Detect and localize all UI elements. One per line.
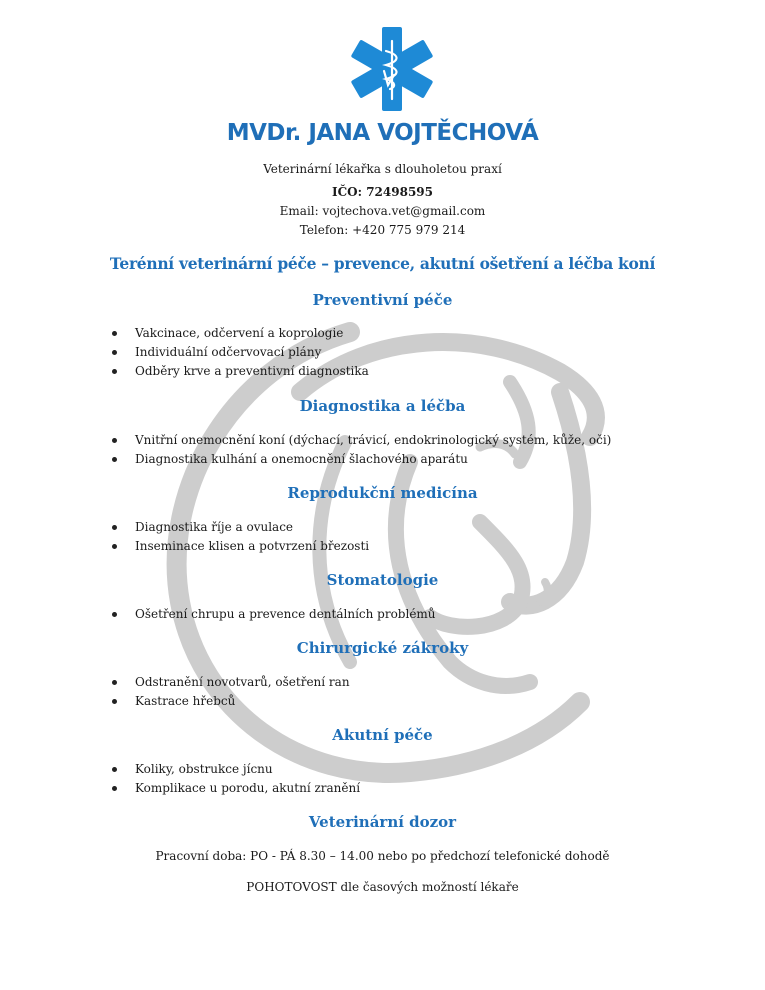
section-list-chirurgicke-zakroky	[112, 673, 350, 711]
list-item	[112, 537, 369, 556]
list-item-text: Komplikace u porodu, akutní zranění	[135, 781, 361, 795]
ico-number: IČO: 72498595	[331, 185, 434, 199]
list-item	[112, 605, 436, 624]
list-item	[112, 324, 369, 343]
list-item-text: Individuální odčervovací plány	[135, 345, 322, 359]
bullet	[112, 369, 117, 374]
phone-contact: Telefon: +420 775 979 214	[299, 223, 466, 237]
section-title-chirurgicke-zakroky: Chirurgické zákroky	[296, 639, 469, 657]
list-item-text: Inseminace klisen a potvrzení březosti	[135, 539, 370, 553]
bullet	[112, 544, 117, 549]
bullet	[112, 525, 117, 530]
list-item	[112, 760, 360, 779]
bullet	[112, 438, 117, 443]
section-title-akutni-pece: Akutní péče	[332, 726, 433, 744]
bullet	[112, 612, 117, 617]
bullet	[112, 457, 117, 462]
doctor-name: MVDr. JANA VOJTĚCHOVÁ	[226, 120, 539, 146]
bullet	[112, 699, 117, 704]
list-item	[112, 450, 611, 469]
list-item-text: Odstranění novotvarů, ošetření ran	[135, 675, 350, 689]
list-item-text: Odběry krve a preventivní diagnostika	[135, 364, 369, 378]
bullet	[112, 786, 117, 791]
section-list-reprodukcni-medicina	[112, 518, 369, 556]
section-title-reprodukcni-medicina: Reprodukční medicína	[287, 484, 478, 502]
emergency-note: POHOTOVOST dle časových možností lékaře	[246, 880, 519, 894]
list-item	[112, 343, 369, 362]
list-item	[112, 431, 611, 450]
section-title-preventivni-pece: Preventivní péče	[312, 291, 453, 309]
list-item-text: Kastrace hřebců	[135, 694, 236, 708]
bullet	[112, 767, 117, 772]
bullet	[112, 350, 117, 355]
main-heading: Terénní veterinární péče – prevence, akutní ošetření a léčba koní	[109, 254, 656, 273]
email-contact: Email: vojtechova.vet@gmail.com	[279, 204, 486, 218]
working-hours: Pracovní doba: PO - PÁ 8.30 – 14.00 nebo po předchozí telefonické dohodě	[155, 849, 610, 863]
list-item-text: Diagnostika kulhání a onemocnění šlachového aparátu	[135, 452, 468, 466]
section-title-stomatologie: Stomatologie	[326, 571, 439, 589]
list-item	[112, 362, 369, 381]
section-title-veterinarni-dozor: Veterinární dozor	[308, 813, 457, 831]
list-item	[112, 518, 369, 537]
list-item	[112, 692, 350, 711]
section-list-akutni-pece	[112, 760, 360, 798]
list-item-text: Diagnostika říje a ovulace	[135, 520, 294, 534]
subtitle: Veterinární lékařka s dlouholetou praxí	[263, 162, 502, 176]
veterinary-star-of-life-icon	[350, 27, 434, 111]
list-item-text: Ošetření chrupu a prevence dentálních problémů	[135, 607, 436, 621]
section-title-diagnostika-a-lecba: Diagnostika a léčba	[299, 397, 466, 415]
section-list-preventivni-pece	[112, 324, 369, 381]
list-item-text: Koliky, obstrukce jícnu	[135, 762, 273, 776]
list-item	[112, 673, 350, 692]
list-item-text: Vnitřní onemocnění koní (dýchací, trávicí, endokrinologický systém, kůže, oči)	[135, 433, 612, 447]
list-item	[112, 779, 360, 798]
list-item-text: Vakcinace, odčervení a koprologie	[135, 326, 344, 340]
bullet	[112, 331, 117, 336]
section-list-stomatologie	[112, 605, 436, 624]
section-list-diagnostika-a-lecba	[112, 431, 611, 469]
bullet	[112, 680, 117, 685]
